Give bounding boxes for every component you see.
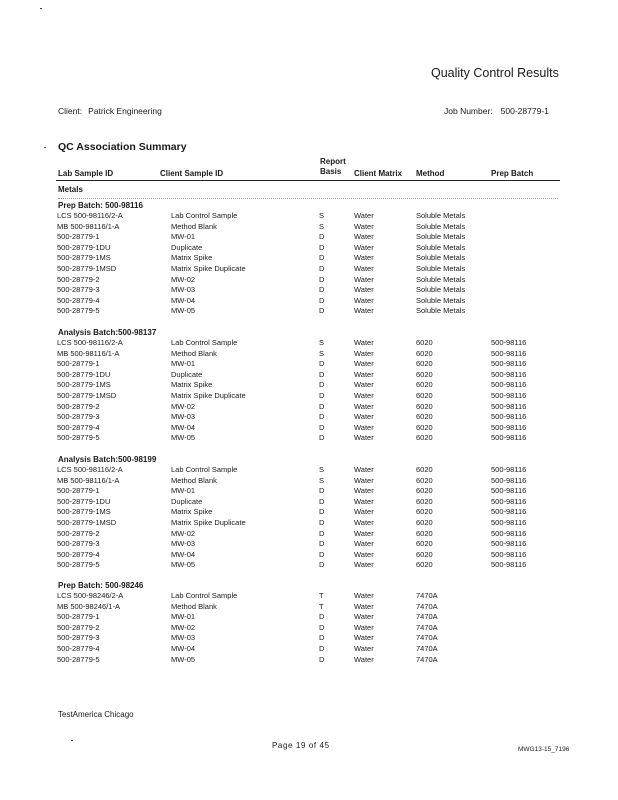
lab-sample-id-cell: 500-28779-1 (57, 232, 100, 242)
lab-sample-id-cell: 500-28779-1 (57, 359, 100, 369)
client-matrix-cell: Water (354, 591, 374, 600)
method-cell: 6020 (416, 422, 433, 432)
client-matrix-cell: Water (354, 242, 374, 252)
prep-batch-cell: 500-98116 (491, 486, 527, 496)
col-header-method: Method (416, 169, 445, 178)
prep-batch-cell (491, 285, 561, 296)
client-matrix-cell: Water (354, 253, 374, 263)
client-matrix-cell: Water (354, 221, 374, 231)
job-number (444, 106, 549, 116)
report-basis-cell: D (319, 549, 325, 559)
prep-batch-cell (491, 253, 561, 264)
method-cell: 7470A (416, 643, 438, 653)
table-row (57, 497, 561, 508)
client-matrix-cell: Water (354, 549, 374, 559)
client-matrix-cell: Water (354, 486, 374, 496)
document-id: MWG13-15_7196 (518, 746, 570, 753)
table-row (57, 222, 561, 233)
report-basis-cell: D (319, 528, 325, 538)
client-sample-id-cell: MW-03 (171, 412, 196, 422)
table-row (57, 423, 561, 434)
client-matrix-cell: Water (354, 263, 374, 273)
client-sample-id-cell: Method Blank (171, 348, 217, 358)
report-basis-cell: D (319, 433, 325, 443)
client-sample-id-cell: MW-05 (171, 306, 196, 316)
client-info (58, 106, 162, 116)
report-basis-cell: D (319, 422, 325, 432)
client-matrix-cell: Water (354, 232, 374, 242)
table-row (57, 211, 561, 222)
section-title: QC Association Summary (58, 141, 187, 153)
method-cell: 6020 (416, 465, 433, 474)
prep-batch-cell: 500-98116 (491, 401, 527, 411)
client-sample-id-cell: Lab Control Sample (171, 338, 238, 347)
scan-speck (44, 147, 46, 148)
lab-sample-id-cell: 500-28779-3 (57, 539, 100, 549)
method-cell: Soluble Metals (416, 285, 466, 295)
table-row (57, 612, 561, 623)
group-heading: Analysis Batch:500-98137 (58, 328, 157, 337)
method-cell: 7470A (416, 633, 438, 643)
lab-sample-id-cell: 500-28779-4 (57, 643, 100, 653)
method-cell: 6020 (416, 539, 433, 549)
client-matrix-cell: Water (354, 390, 374, 400)
method-cell: 6020 (416, 475, 433, 485)
method-cell: 6020 (416, 496, 433, 506)
report-basis-cell: D (319, 274, 325, 284)
client-sample-id-cell: Matrix Spike Duplicate (171, 263, 246, 273)
client-matrix-cell: Water (354, 211, 374, 220)
client-name: Patrick Engineering (88, 106, 162, 116)
prep-batch-cell: 500-98116 (491, 475, 527, 485)
lab-sample-id-cell: 500-28779-5 (57, 433, 100, 443)
client-matrix-cell: Water (354, 401, 374, 411)
prep-batch-cell (491, 275, 561, 286)
method-cell: 6020 (416, 507, 433, 517)
lab-sample-id-cell: 500-28779-1MS (57, 507, 111, 517)
table-row (57, 306, 561, 317)
method-cell: 6020 (416, 348, 433, 358)
client-sample-id-cell: Matrix Spike (171, 507, 213, 517)
client-matrix-cell: Water (354, 465, 374, 474)
lab-sample-id-cell: 500-28779-1MSD (57, 390, 117, 400)
report-basis-cell: D (319, 263, 325, 273)
client-matrix-cell: Water (354, 348, 374, 358)
client-sample-id-cell: Method Blank (171, 601, 217, 611)
lab-sample-id-cell: 500-28779-1 (57, 486, 100, 496)
client-sample-id-cell: MW-05 (171, 560, 196, 570)
lab-sample-id-cell: 500-28779-1 (57, 612, 100, 622)
client-sample-id-cell: MW-01 (171, 232, 196, 242)
report-basis-cell: S (319, 348, 325, 358)
table-row (57, 602, 561, 613)
category-divider (58, 198, 558, 199)
method-cell: 6020 (416, 549, 433, 559)
lab-sample-id-cell: 500-28779-4 (57, 422, 100, 432)
prep-batch-cell: 500-98116 (491, 412, 527, 422)
client-matrix-cell: Water (354, 338, 374, 347)
report-basis-cell: D (319, 643, 325, 653)
report-basis-cell: S (319, 221, 325, 231)
prep-batch-cell (491, 633, 561, 644)
report-basis-cell: D (319, 507, 325, 517)
client-sample-id-cell: MW-04 (171, 549, 196, 559)
method-cell: 6020 (416, 401, 433, 411)
lab-sample-id-cell: 500-28779-5 (57, 306, 100, 316)
lab-sample-id-cell: 500-28779-1DU (57, 242, 111, 252)
report-basis-cell: S (319, 465, 325, 474)
report-basis-cell: S (319, 211, 325, 220)
prep-batch-cell (491, 591, 561, 602)
report-basis-cell: T (319, 591, 324, 600)
table-row (57, 655, 561, 666)
table-row (57, 633, 561, 644)
client-matrix-cell: Water (354, 422, 374, 432)
table-row (57, 391, 561, 402)
method-cell: 6020 (416, 412, 433, 422)
method-cell: Soluble Metals (416, 232, 466, 242)
method-cell: Soluble Metals (416, 295, 466, 305)
group-heading: Prep Batch: 500-98116 (58, 201, 143, 210)
prep-batch-cell: 500-98116 (491, 549, 527, 559)
job-number-label: Job Number: (444, 106, 493, 116)
report-basis-cell: D (319, 306, 325, 316)
client-sample-id-cell: Matrix Spike Duplicate (171, 390, 246, 400)
table-row (57, 370, 561, 381)
method-cell: Soluble Metals (416, 242, 466, 252)
table-row (57, 507, 561, 518)
client-sample-id-cell: Method Blank (171, 221, 217, 231)
table-row (57, 349, 561, 360)
client-label: Client: (58, 106, 83, 116)
method-cell: 6020 (416, 359, 433, 369)
col-header-client-sample-id: Client Sample ID (160, 169, 224, 178)
prep-batch-cell: 500-98116 (491, 433, 527, 443)
client-matrix-cell: Water (354, 412, 374, 422)
client-matrix-cell: Water (354, 622, 374, 632)
table-row (57, 402, 561, 413)
method-cell: Soluble Metals (416, 274, 466, 284)
scan-speck (71, 740, 73, 741)
client-matrix-cell: Water (354, 643, 374, 653)
report-basis-cell: D (319, 633, 325, 643)
method-cell: 6020 (416, 560, 433, 570)
client-sample-id-cell: MW-05 (171, 654, 196, 664)
prep-batch-cell (491, 296, 561, 307)
group-heading: Analysis Batch:500-98199 (58, 455, 157, 464)
lab-sample-id-cell: 500-28779-1MS (57, 380, 111, 390)
report-basis-cell: D (319, 496, 325, 506)
lab-sample-id-cell: MB 500-98116/1-A (57, 348, 120, 358)
table-row (57, 539, 561, 550)
prep-batch-cell (491, 644, 561, 655)
method-cell: Soluble Metals (416, 211, 466, 220)
lab-sample-id-cell: 500-28779-3 (57, 633, 100, 643)
lab-sample-id-cell: 500-28779-3 (57, 285, 100, 295)
client-sample-id-cell: Lab Control Sample (171, 591, 238, 600)
col-header-lab-sample-id: Lab Sample ID (58, 169, 114, 178)
table-row (57, 380, 561, 391)
report-basis-cell: D (319, 232, 325, 242)
lab-sample-id-cell: 500-28779-4 (57, 295, 100, 305)
footer-company: TestAmerica Chicago (58, 710, 134, 719)
report-basis-cell: D (319, 612, 325, 622)
method-cell: 6020 (416, 528, 433, 538)
client-matrix-cell: Water (354, 306, 374, 316)
method-cell: 6020 (416, 338, 433, 347)
client-sample-id-cell: MW-03 (171, 285, 196, 295)
lab-sample-id-cell: 500-28779-2 (57, 401, 100, 411)
client-sample-id-cell: Matrix Spike (171, 253, 213, 263)
table-row (57, 486, 561, 497)
lab-sample-id-cell: 500-28779-3 (57, 412, 100, 422)
prep-batch-cell: 500-98116 (491, 560, 527, 570)
prep-batch-cell (491, 306, 561, 317)
table-row (57, 560, 561, 571)
prep-batch-cell (491, 602, 561, 613)
client-matrix-cell: Water (354, 507, 374, 517)
lab-sample-id-cell: 500-28779-1MS (57, 253, 111, 263)
client-matrix-cell: Water (354, 380, 374, 390)
client-sample-id-cell: MW-03 (171, 539, 196, 549)
col-header-prep-batch: Prep Batch (491, 169, 534, 178)
lab-sample-id-cell: LCS 500-98116/2-A (57, 211, 123, 220)
table-row (57, 412, 561, 423)
lab-sample-id-cell: LCS 500-98116/2-A (57, 338, 123, 347)
report-basis-cell: D (319, 359, 325, 369)
client-sample-id-cell: MW-03 (171, 633, 196, 643)
client-matrix-cell: Water (354, 359, 374, 369)
prep-batch-cell (491, 222, 561, 233)
prep-batch-cell (491, 232, 561, 243)
report-basis-cell: D (319, 560, 325, 570)
prep-batch-cell: 500-98116 (491, 507, 527, 517)
client-matrix-cell: Water (354, 496, 374, 506)
table-row (57, 465, 561, 476)
client-matrix-cell: Water (354, 369, 374, 379)
group-table (57, 465, 561, 571)
report-basis-cell: S (319, 338, 325, 347)
report-basis-cell: D (319, 517, 325, 527)
report-basis-cell: D (319, 412, 325, 422)
group-table (57, 211, 561, 317)
prep-batch-cell: 500-98116 (491, 380, 527, 390)
table-row (57, 285, 561, 296)
report-basis-cell: D (319, 539, 325, 549)
lab-sample-id-cell: 500-28779-4 (57, 549, 100, 559)
page-number: Page 19 of 45 (272, 741, 330, 750)
lab-sample-id-cell: MB 500-98116/1-A (57, 221, 120, 231)
report-basis-cell: D (319, 369, 325, 379)
client-sample-id-cell: Matrix Spike Duplicate (171, 517, 246, 527)
col-header-report-basis-1: Report (320, 157, 346, 166)
client-sample-id-cell: MW-01 (171, 486, 196, 496)
client-matrix-cell: Water (354, 433, 374, 443)
client-matrix-cell: Water (354, 285, 374, 295)
report-basis-cell: D (319, 242, 325, 252)
col-header-report-basis-2: Basis (320, 167, 342, 176)
table-row (57, 275, 561, 286)
client-matrix-cell: Water (354, 517, 374, 527)
lab-sample-id-cell: LCS 500-98116/2-A (57, 465, 123, 474)
lab-sample-id-cell: 500-28779-1MSD (57, 263, 117, 273)
category-label: Metals (58, 185, 83, 194)
prep-batch-cell: 500-98116 (491, 539, 527, 549)
method-cell: 6020 (416, 369, 433, 379)
header-rule (56, 180, 560, 181)
client-sample-id-cell: Duplicate (171, 496, 203, 506)
client-sample-id-cell: MW-02 (171, 401, 196, 411)
prep-batch-cell (491, 211, 561, 222)
table-row (57, 338, 561, 349)
client-sample-id-cell: Lab Control Sample (171, 211, 238, 220)
table-row (57, 591, 561, 602)
client-matrix-cell: Water (354, 633, 374, 643)
report-basis-cell: D (319, 390, 325, 400)
table-row (57, 296, 561, 307)
client-matrix-cell: Water (354, 295, 374, 305)
col-header-client-matrix: Client Matrix (354, 169, 403, 178)
method-cell: Soluble Metals (416, 263, 466, 273)
prep-batch-cell (491, 612, 561, 623)
group-table (57, 591, 561, 665)
lab-sample-id-cell: 500-28779-5 (57, 560, 100, 570)
client-sample-id-cell: MW-01 (171, 612, 196, 622)
table-row (57, 644, 561, 655)
method-cell: Soluble Metals (416, 253, 466, 263)
table-row (57, 518, 561, 529)
lab-sample-id-cell: 500-28779-2 (57, 622, 100, 632)
report-basis-cell: D (319, 295, 325, 305)
report-basis-cell: D (319, 401, 325, 411)
client-sample-id-cell: Method Blank (171, 475, 217, 485)
report-basis-cell: D (319, 380, 325, 390)
client-sample-id-cell: Duplicate (171, 242, 203, 252)
client-sample-id-cell: Lab Control Sample (171, 465, 238, 474)
client-matrix-cell: Water (354, 475, 374, 485)
table-row (57, 243, 561, 254)
prep-batch-cell (491, 243, 561, 254)
lab-sample-id-cell: 500-28779-1DU (57, 496, 111, 506)
lab-sample-id-cell: MB 500-98246/1-A (57, 601, 120, 611)
method-cell: 7470A (416, 601, 438, 611)
table-row (57, 359, 561, 370)
lab-sample-id-cell: LCS 500-98246/2-A (57, 591, 124, 600)
table-row (57, 433, 561, 444)
method-cell: 6020 (416, 486, 433, 496)
table-row (57, 623, 561, 634)
group-table (57, 338, 561, 444)
table-row (57, 264, 561, 275)
job-number-value: 500-28779-1 (500, 106, 549, 116)
report-basis-cell: D (319, 253, 325, 263)
client-sample-id-cell: MW-04 (171, 422, 196, 432)
prep-batch-cell: 500-98116 (491, 390, 527, 400)
client-sample-id-cell: MW-01 (171, 359, 196, 369)
client-sample-id-cell: MW-02 (171, 622, 196, 632)
method-cell: 6020 (416, 433, 433, 443)
report-basis-cell: D (319, 486, 325, 496)
report-basis-cell: S (319, 475, 325, 485)
client-sample-id-cell: MW-02 (171, 528, 196, 538)
lab-sample-id-cell: MB 500-98116/1-A (57, 475, 120, 485)
table-row (57, 550, 561, 561)
table-row (57, 529, 561, 540)
method-cell: 6020 (416, 517, 433, 527)
method-cell: 7470A (416, 622, 438, 632)
client-matrix-cell: Water (354, 539, 374, 549)
client-matrix-cell: Water (354, 274, 374, 284)
prep-batch-cell (491, 264, 561, 275)
method-cell: 7470A (416, 654, 438, 664)
prep-batch-cell: 500-98116 (491, 517, 527, 527)
prep-batch-cell: 500-98116 (491, 528, 527, 538)
method-cell: 6020 (416, 390, 433, 400)
lab-sample-id-cell: 500-28779-1MSD (57, 517, 117, 527)
client-matrix-cell: Water (354, 560, 374, 570)
client-matrix-cell: Water (354, 612, 374, 622)
client-sample-id-cell: MW-04 (171, 295, 196, 305)
prep-batch-cell (491, 623, 561, 634)
client-sample-id-cell: Matrix Spike (171, 380, 213, 390)
lab-sample-id-cell: 500-28779-5 (57, 654, 100, 664)
prep-batch-cell: 500-98116 (491, 465, 527, 474)
prep-batch-cell: 500-98116 (491, 422, 527, 432)
prep-batch-cell: 500-98116 (491, 369, 527, 379)
lab-sample-id-cell: 500-28779-2 (57, 274, 100, 284)
prep-batch-cell: 500-98116 (491, 338, 527, 347)
method-cell: 6020 (416, 380, 433, 390)
prep-batch-cell: 500-98116 (491, 359, 527, 369)
lab-sample-id-cell: 500-28779-2 (57, 528, 100, 538)
client-sample-id-cell: MW-05 (171, 433, 196, 443)
page-title: Quality Control Results (431, 66, 559, 80)
method-cell: Soluble Metals (416, 306, 466, 316)
client-sample-id-cell: MW-02 (171, 274, 196, 284)
prep-batch-cell (491, 655, 561, 666)
client-sample-id-cell: MW-04 (171, 643, 196, 653)
method-cell: 7470A (416, 591, 438, 600)
lab-sample-id-cell: 500-28779-1DU (57, 369, 111, 379)
client-matrix-cell: Water (354, 654, 374, 664)
report-basis-cell: T (319, 601, 324, 611)
table-row (57, 232, 561, 243)
method-cell: 7470A (416, 612, 438, 622)
table-row (57, 476, 561, 487)
group-heading: Prep Batch: 500-98246 (58, 581, 144, 590)
prep-batch-cell: 500-98116 (491, 348, 527, 358)
report-basis-cell: D (319, 654, 325, 664)
report-basis-cell: D (319, 622, 325, 632)
report-basis-cell: D (319, 285, 325, 295)
client-sample-id-cell: Duplicate (171, 369, 203, 379)
client-matrix-cell: Water (354, 528, 374, 538)
method-cell: Soluble Metals (416, 221, 466, 231)
prep-batch-cell: 500-98116 (491, 496, 527, 506)
scan-speck (40, 8, 42, 9)
client-matrix-cell: Water (354, 601, 374, 611)
table-row (57, 253, 561, 264)
